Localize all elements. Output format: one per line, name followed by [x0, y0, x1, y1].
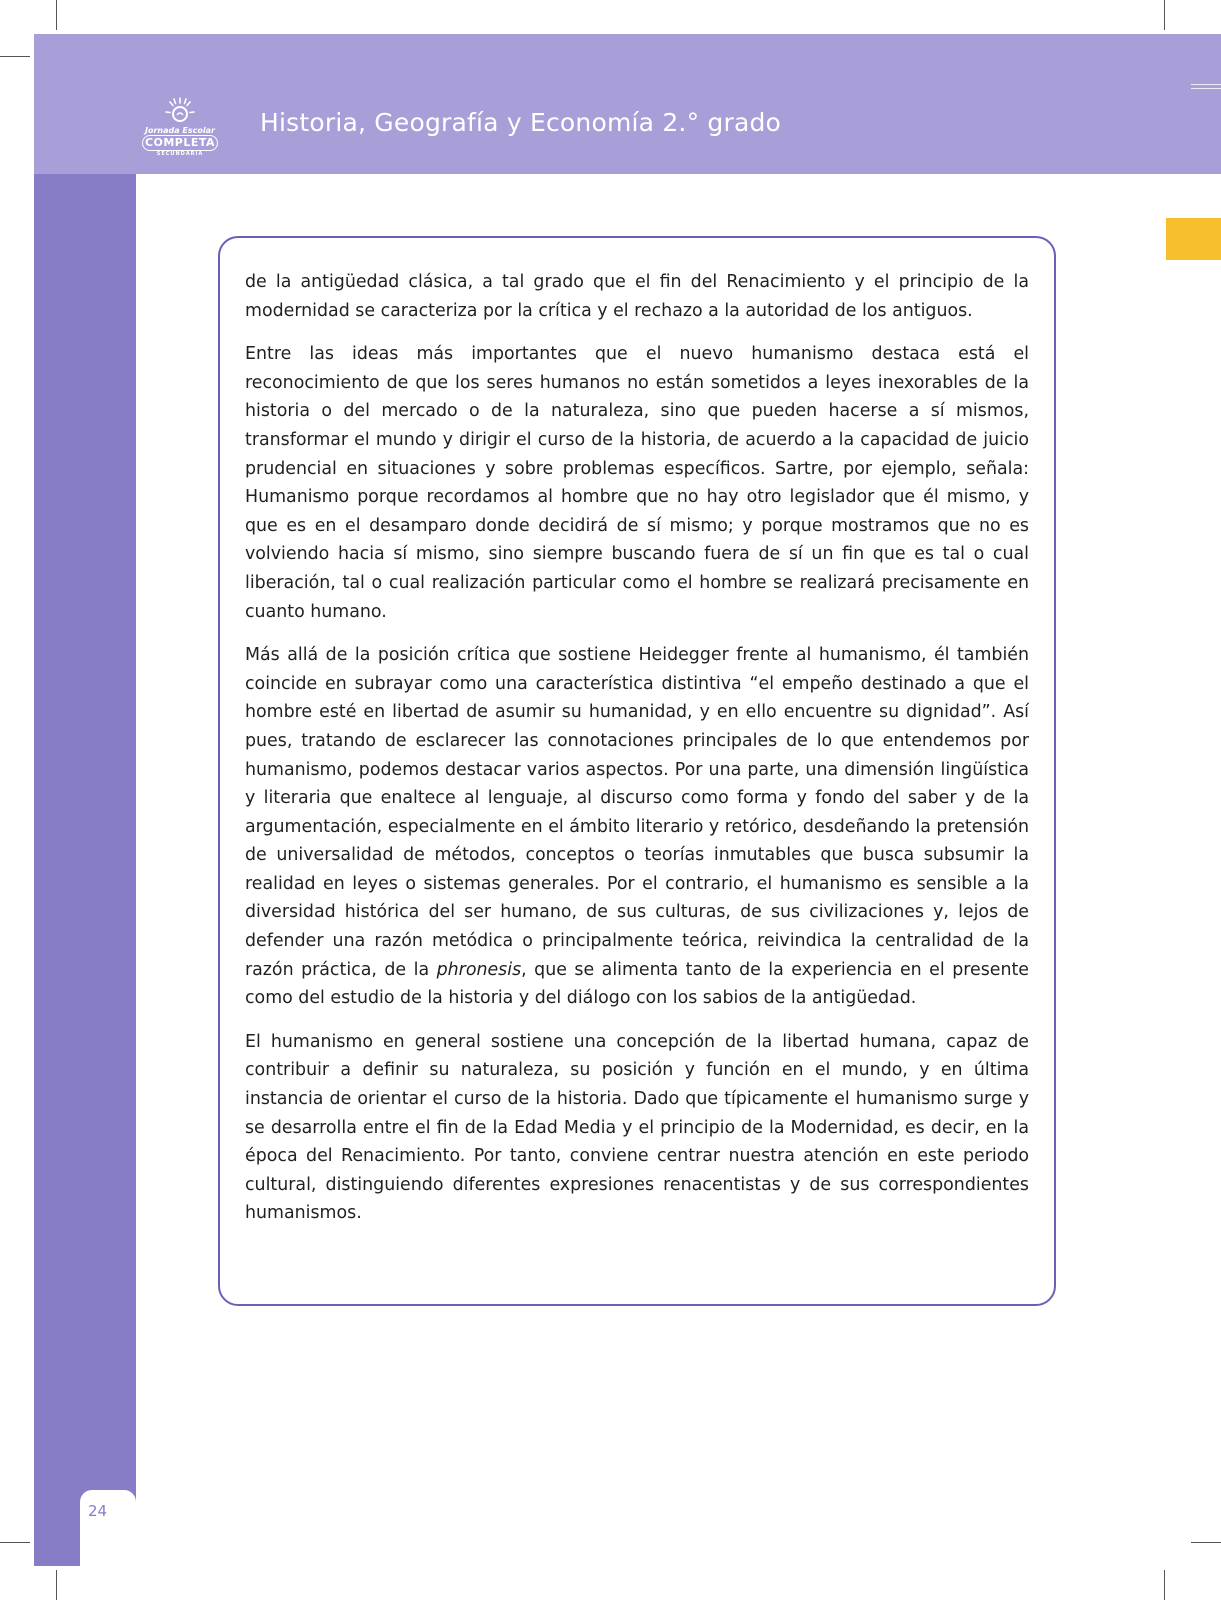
logo-text-completa: COMPLETA: [142, 135, 218, 151]
crop-mark: [56, 1570, 57, 1600]
crop-mark: [56, 0, 57, 30]
sun-icon: [164, 96, 196, 128]
left-sidebar-band: [34, 174, 136, 1566]
paragraph-text: Más allá de la posición crítica que sostiene Heidegger frente al humanismo, él también coincide en subrayar como una característica distintiva “el empeño destinado a que el hombre esté en libertad de asumir su humanidad, y en ello encuentre su dignidad”. Así pues, tratando de esclarecer las connotaciones principales de lo que entendemos por humanismo, podemos destacar varios aspectos. Por una parte, una dimensión lingüística y literaria que enaltece al lenguaje, al discurso como forma y fondo del saber y de la argumentación, especialmente en el ámbito literario y retórico, desdeñando la pretensión de universalidad de métodos, conceptos o teorías inmutables que busca subsumir la realidad en leyes o sistemas generales. Por el contrario, el humanismo es sensible a la diversidad histórica del ser humano, de sus culturas, de sus civilizaciones y, lejos de defender una razón metódica o principalmente teórica, reivindica la centralidad de la razón práctica, de la: [245, 645, 1029, 980]
paragraph: Entre las ideas más importantes que el nuevo humanismo destaca está el reconocimiento de que los seres humanos no están sometidos a leyes inexorables de la historia o del mercado o de la naturaleza, sino que pueden hacerse a sí mismos, transformar el mundo y dirigir el curso de la historia, de acuerdo a la capacidad de juicio prudencial en situaciones y sobre problemas específicos. Sartre, por ejemplo, señala: Humanismo porque recordamos al hombre que no hay otro legislador que él mismo, y que es en el desamparo donde decidirá de sí mismo; y porque mostramos que no es volviendo hacia sí mismo, sino siempre buscando fuera de sí un fin que es tal o cual liberación, tal o cual realización particular como el hombre se realizará precisamente en cuanto humano.: [245, 344, 1029, 622]
paragraph: [245, 641, 1029, 1013]
italic-term: phronesis: [436, 959, 522, 980]
crop-mark: [1164, 0, 1165, 30]
page-number: 24: [88, 1502, 108, 1520]
paragraph-text: , que se alimenta tanto de la experiencia en el presente como del estudio de la historia y del diálogo con los sabios de la antigüedad.: [245, 959, 1029, 1009]
crop-mark: [1164, 1570, 1165, 1600]
jornada-escolar-logo: [140, 96, 220, 158]
logo-text-jornada: Jornada Escolar: [145, 126, 215, 135]
crop-mark: [1191, 1542, 1221, 1543]
body-text: [245, 268, 1029, 1243]
paragraph: de la antigüedad clásica, a tal grado que el fin del Renacimiento y el principio de la modernidad se caracteriza por la crítica y el rechazo a la autoridad de los antiguos.: [245, 272, 1029, 321]
paragraph: El humanismo en general sostiene una concepción de la libertad humana, capaz de contribuir a definir su naturaleza, su posición y función en el mundo, y en última instancia de orientar el curso de la historia. Dado que típicamente el humanismo surge y se desarrolla entre el fin de la Edad Media y el principio de la Modernidad, es decir, en la época del Renacimiento. Por tanto, conviene centrar nuestra atención en este periodo cultural, distinguiendo diferentes expresiones renacentistas y de sus correspondientes humanismos.: [245, 1031, 1029, 1224]
crop-mark: [0, 56, 30, 57]
crop-mark: [0, 1542, 30, 1543]
header-title: Historia, Geografía y Economía 2.° grado: [260, 108, 782, 137]
logo-text-secundaria: SECUNDARIA: [156, 151, 204, 157]
section-tab-marker: [1166, 218, 1221, 260]
page-number-tab: [80, 1490, 136, 1566]
header-decorative-rules: [1191, 84, 1221, 94]
